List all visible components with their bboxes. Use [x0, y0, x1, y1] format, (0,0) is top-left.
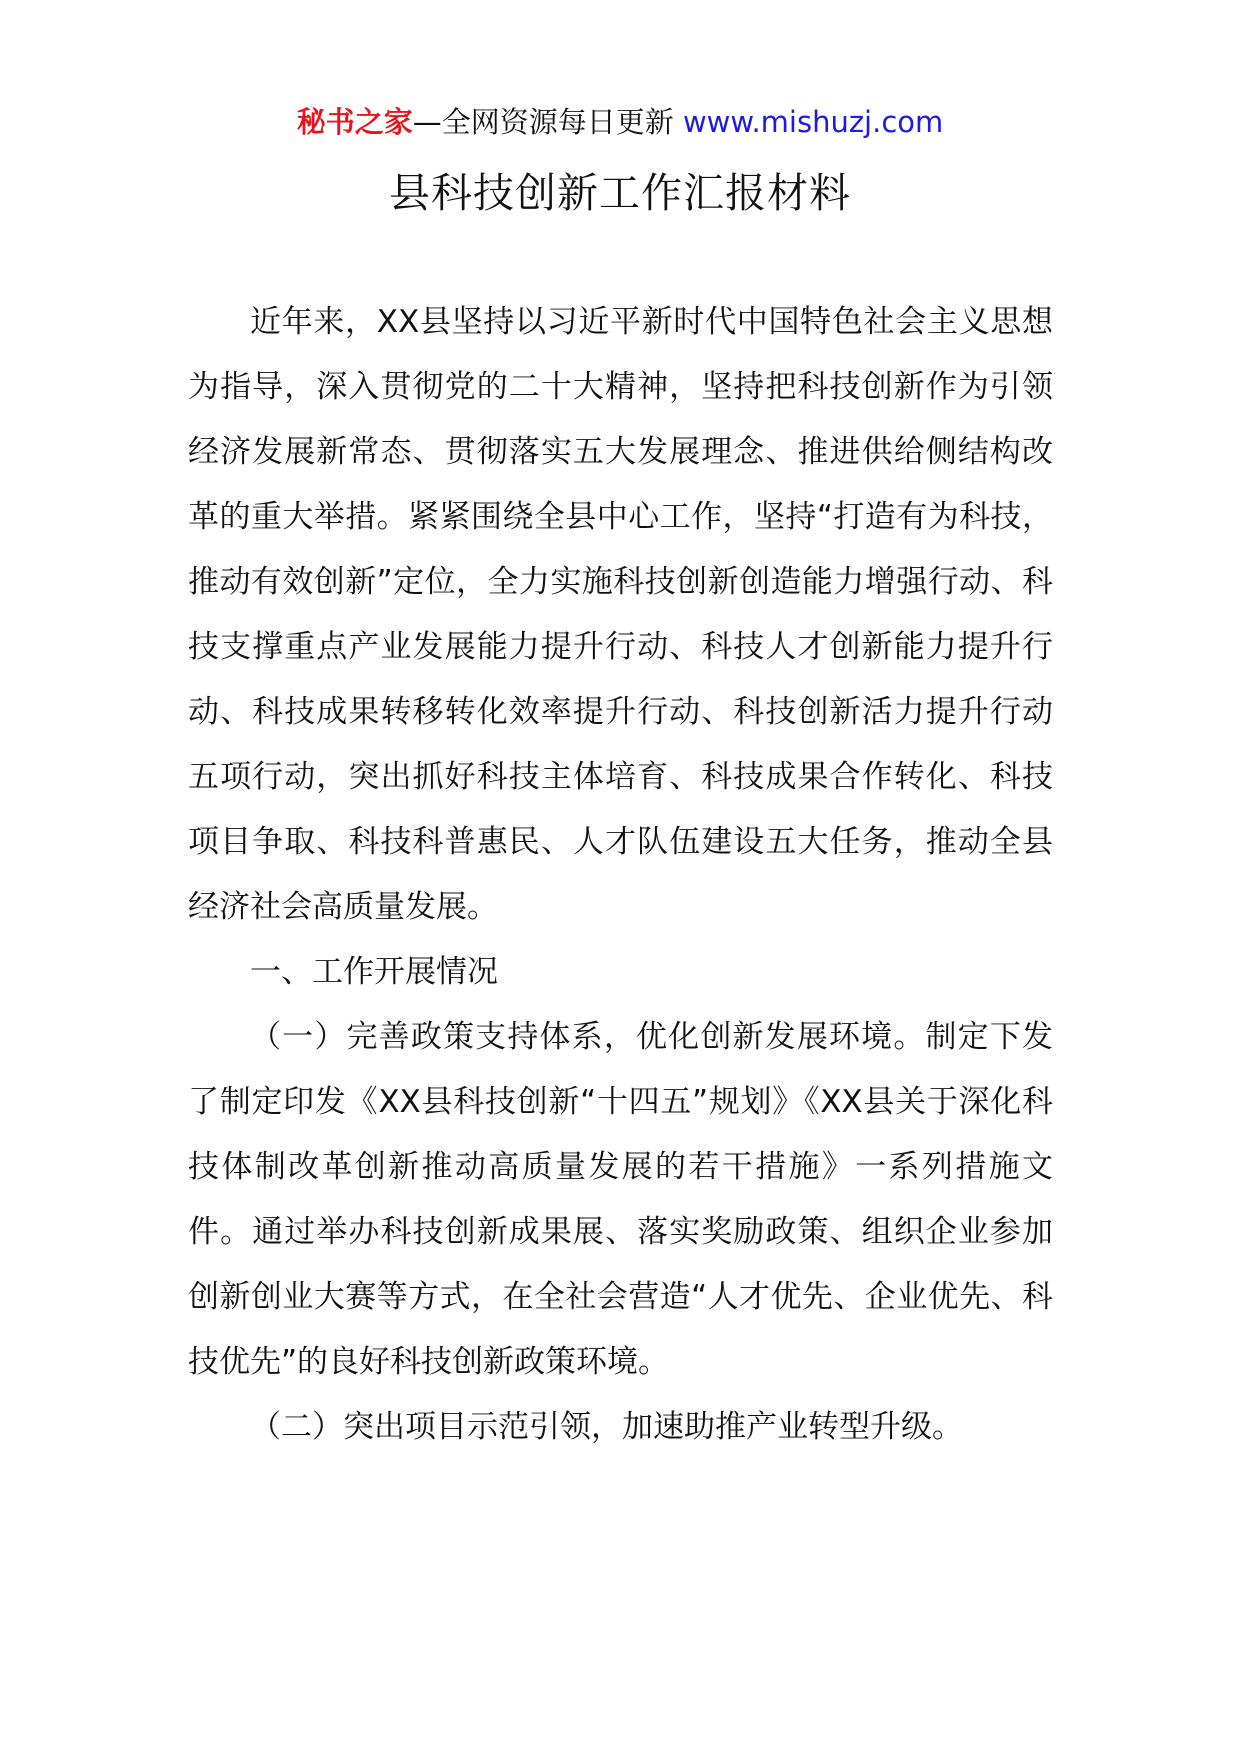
document-title: 县科技创新工作汇报材料	[389, 169, 851, 217]
document-body	[188, 290, 1053, 1460]
paragraph-project-demonstration: （二）突出项目示范引领，加速助推产业转型升级。	[250, 1409, 963, 1445]
section-heading-work-progress: 一、工作开展情况	[250, 954, 498, 990]
site-slogan: —全网资源每日更新	[412, 105, 674, 139]
site-brand: 秘书之家	[296, 105, 413, 139]
paragraph-intro: 近年来，XX县坚持以习近平新时代中国特色社会主义思想为指导，深入贯彻党的二十大精神，坚持把科技创新作为引领经济发展新常态、贯彻落实五大发展理念、推进供给侧结构改革的重大举措。紧紧围绕全县中心工作，坚持“打造有为科技，推动有效创新”定位，全力实施科技创新创造能力增强行动、科技支撑重点产业发展能力提升行动、科技人才创新能力提升行动、科技成果转移转化效率提升行动、科技创新活力提升行动五项行动，突出抓好科技主体培育、科技成果合作转化、科技项目争取、科技科普惠民、人才队伍建设五大任务，推动全县经济社会高质量发展。	[188, 304, 1053, 925]
paragraph-policy-support: （一）完善政策支持体系，优化创新发展环境。制定下发了制定印发《XX县科技创新“十四五”规划》《XX县关于深化科技体制改革创新推动高质量发展的若干措施》一系列措施文件。通过举办科技创新成果展、落实奖励政策、组织企业参加创新创业大赛等方式，在全社会营造“人才优先、企业优先、科技优先”的良好科技创新政策环境。	[188, 1019, 1053, 1380]
site-url-link[interactable]: www.mishuzj.com	[682, 105, 944, 139]
site-header	[0, 100, 1240, 144]
